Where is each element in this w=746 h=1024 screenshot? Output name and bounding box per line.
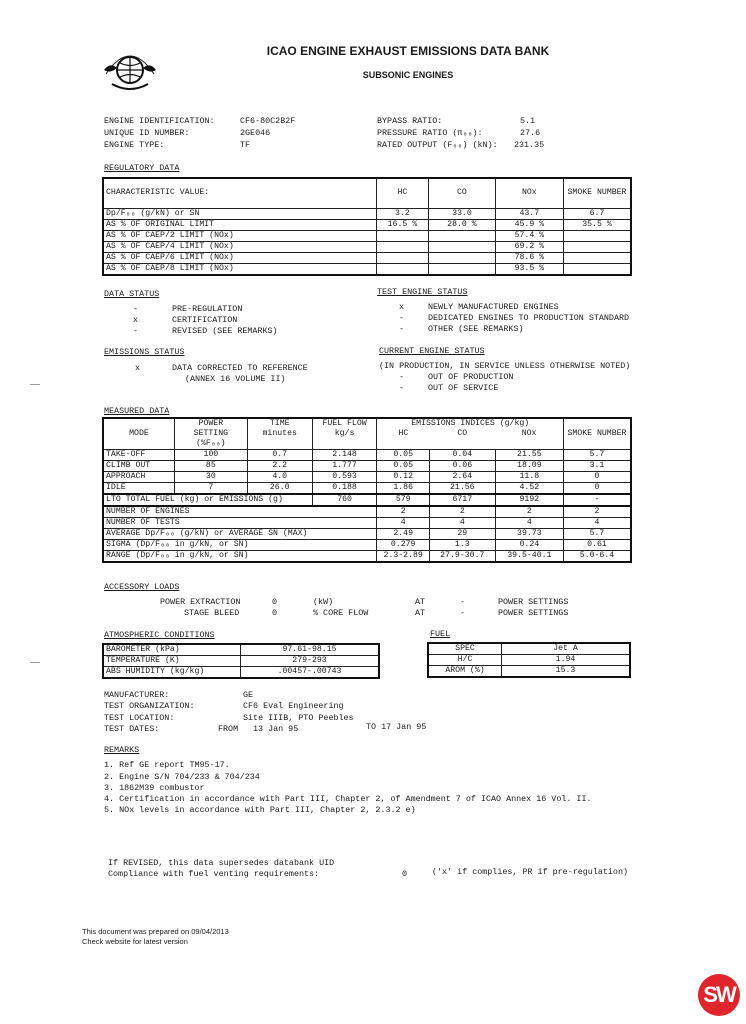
reg-cell — [564, 230, 631, 241]
stats-row — [103, 506, 631, 518]
reg-header-smoke: SMOKE NUMBER — [564, 178, 631, 208]
stats-cell: 1.3 — [429, 540, 495, 551]
mode-cell: 4.52 — [495, 483, 563, 495]
status-label: DEDICATED ENGINES TO PRODUCTION STANDARD — [428, 313, 630, 323]
measured-header-power3: (%F₀₀) — [174, 439, 247, 450]
status-mark: x — [135, 363, 141, 373]
margin-mark — [30, 662, 40, 663]
measured-header-blank — [495, 439, 563, 450]
stage-bleed-label: STAGE BLEED — [184, 608, 240, 618]
stats-cell: 27.9-30.7 — [429, 551, 495, 563]
mode-cell: APPROACH — [103, 472, 174, 483]
atmo-value: 279-293 — [241, 656, 380, 667]
fuel-label: SPEC — [428, 643, 502, 655]
atmo-label: BAROMETER (kPa) — [103, 644, 241, 656]
bypass-value: 5.1 — [520, 116, 536, 126]
fuel-row — [428, 643, 630, 655]
fuel-title: FUEL — [430, 629, 451, 639]
reg-cell — [429, 252, 495, 263]
status-label: OTHER (SEE REMARKS) — [428, 324, 524, 334]
emissions-line2: (ANNEX 16 VOLUME II) — [185, 374, 286, 384]
data-status-title: DATA STATUS — [104, 289, 160, 299]
remark-item: 2. Engine S/N 704/233 & 704/234 — [104, 772, 260, 782]
page-title: ICAO ENGINE EXHAUST EMISSIONS DATA BANK — [266, 44, 550, 58]
measured-header-blank — [312, 439, 377, 450]
status-mark: x — [399, 302, 405, 312]
measured-header-nox: NOx — [521, 429, 537, 438]
stats-label: AVERAGE Dp/F₀₀ (g/kN) or AVERAGE SN (MAX) — [103, 529, 377, 540]
atmo-label: TEMPERATURE (K) — [103, 656, 241, 667]
mode-row — [103, 483, 631, 495]
lto-hc: 579 — [377, 494, 429, 506]
status-mark: x — [133, 315, 139, 325]
current-engine-status-title: CURRENT ENGINE STATUS — [379, 346, 485, 356]
mode-cell: 26.0 — [247, 483, 312, 495]
atmo-value: .00457-.00743 — [241, 667, 380, 679]
test-location-label: TEST LOCATION: — [104, 713, 175, 723]
remarks-title: REMARKS — [104, 745, 140, 755]
measured-header-blank — [429, 439, 495, 450]
reg-cell: AS % OF CAEP/2 LIMIT (NOx) — [103, 230, 376, 241]
reg-cell: 93.5 % — [495, 263, 563, 275]
prepared-date: This document was prepared on 09/04/2013 — [82, 927, 229, 936]
reg-cell: 35.5 % — [564, 219, 631, 230]
revised-note: If REVISED, this data supersedes databank UID — [108, 858, 335, 868]
mode-cell: 30 — [174, 472, 247, 483]
mode-cell: 0.05 — [377, 450, 429, 461]
remark-item: 3. 1862M39 combustor — [104, 783, 205, 793]
reg-cell: 57.4 % — [495, 230, 563, 241]
stats-cell: 2 — [495, 506, 563, 518]
stats-cell: 0.279 — [377, 540, 429, 551]
reg-cell: 69.2 % — [495, 241, 563, 252]
engine-id-label: ENGINE IDENTIFICATION: — [104, 116, 215, 126]
reg-cell — [564, 241, 631, 252]
measured-header-time: TIME — [247, 418, 312, 429]
mode-cell: 2.64 — [429, 472, 495, 483]
status-label: OUT OF SERVICE — [428, 383, 499, 393]
atmo-row — [103, 656, 379, 667]
atmospheric-table — [102, 643, 380, 679]
measured-header-power2: SETTING — [174, 429, 247, 439]
mode-cell: 21.56 — [429, 483, 495, 495]
stage-bleed-at: AT — [415, 608, 426, 618]
reg-cell: AS % OF CAEP/6 LIMIT (NOx) — [103, 252, 376, 263]
measured-header-time2: minutes — [247, 429, 312, 439]
bypass-label: BYPASS RATIO: — [377, 116, 443, 126]
reg-cell: 33.0 — [429, 208, 495, 219]
reg-cell — [376, 241, 429, 252]
mode-cell: 0.188 — [312, 483, 377, 495]
fuel-row — [428, 666, 630, 678]
regulatory-title: REGULATORY DATA — [104, 163, 180, 173]
test-dates-from-label: FROM — [218, 724, 239, 734]
mode-cell: 0.12 — [377, 472, 429, 483]
power-extraction-setting: POWER SETTINGS — [498, 597, 569, 607]
remark-item: 1. Ref GE report TM95-17. — [104, 760, 230, 770]
mode-cell: 2.2 — [247, 461, 312, 472]
stats-cell: 2 — [429, 506, 495, 518]
stats-cell: 4 — [429, 518, 495, 529]
venting-label: Compliance with fuel venting requirements: — [108, 869, 320, 879]
atmo-row — [103, 667, 379, 679]
reg-row — [103, 263, 631, 275]
lto-fuel: 760 — [312, 494, 377, 506]
stage-bleed-value: 0 — [272, 608, 278, 618]
check-website: Check website for latest version — [82, 937, 188, 946]
test-org-label: TEST ORGANIZATION: — [104, 701, 195, 711]
power-extraction-unit: (kW) — [313, 597, 334, 607]
status-label: CERTIFICATION — [172, 315, 238, 325]
reg-cell: 45.9 % — [495, 219, 563, 230]
stats-cell: 39.73 — [495, 529, 563, 540]
mode-cell: 0.593 — [312, 472, 377, 483]
stage-bleed-setting: POWER SETTINGS — [498, 608, 569, 618]
reg-cell — [564, 263, 631, 275]
reg-cell — [376, 252, 429, 263]
remark-item: 5. NOx levels in accordance with Part III, Chapter 2, 2.3.2 e) — [104, 805, 416, 815]
stats-cell: 2 — [563, 506, 631, 518]
reg-cell — [376, 230, 429, 241]
mode-cell: CLIMB OUT — [103, 461, 174, 472]
stats-cell: 2.49 — [377, 529, 429, 540]
measured-header-ei: EMISSIONS INDICES (g/kg) — [377, 418, 564, 429]
reg-cell: 78.6 % — [495, 252, 563, 263]
mode-cell: 18.09 — [495, 461, 563, 472]
fuel-table — [427, 642, 631, 678]
status-mark: - — [133, 304, 139, 314]
reg-header-nox: NOx — [495, 178, 563, 208]
stats-label: RANGE (Dp/F₀₀ in g/kN, or SN) — [103, 551, 377, 563]
measured-header-power: POWER — [174, 418, 247, 429]
current-status-line1: (IN PRODUCTION, IN SERVICE UNLESS OTHERWISE NOTED) — [379, 361, 631, 371]
reg-header-characteristic: CHARACTERISTIC VALUE: — [103, 178, 376, 208]
mode-cell: 0.7 — [247, 450, 312, 461]
mode-cell: 100 — [174, 450, 247, 461]
measured-header-mode: MODE — [103, 418, 174, 450]
atmo-row — [103, 644, 379, 656]
fuel-label: AROM (%) — [428, 666, 502, 678]
mode-cell: 0.05 — [377, 461, 429, 472]
power-extraction-at: AT — [415, 597, 426, 607]
measured-header-co: CO — [457, 429, 468, 438]
stats-cell: 4 — [563, 518, 631, 529]
margin-mark — [30, 384, 40, 385]
status-mark: - — [399, 324, 405, 334]
manufacturer-value: GE — [243, 690, 254, 700]
rated-label: RATED OUTPUT (F₀₀) (kN): — [377, 140, 498, 150]
mode-cell: 1.86 — [377, 483, 429, 495]
atmo-value: 97.61-98.15 — [241, 644, 380, 656]
lto-nox: 9192 — [495, 494, 563, 506]
reg-cell: 16.5 % — [376, 219, 429, 230]
atmo-label: ABS HUMIDITY (kg/kg) — [103, 667, 241, 679]
test-dates-from: 13 Jan 95 — [253, 724, 299, 734]
mode-cell: 1.777 — [312, 461, 377, 472]
remark-item: 4. Certification in accordance with Part III, Chapter 2, of Amendment 7 of ICAO Annex 16 Vol. II. — [104, 794, 592, 804]
reg-cell: 6.7 — [564, 208, 631, 219]
mode-cell: 4.0 — [247, 472, 312, 483]
reg-row — [103, 230, 631, 241]
mode-row — [103, 461, 631, 472]
status-label: NEWLY MANUFACTURED ENGINES — [428, 302, 559, 312]
fuel-value: 1.94 — [502, 655, 631, 666]
power-extraction-label: POWER EXTRACTION — [160, 597, 241, 607]
stats-cell: 0.61 — [563, 540, 631, 551]
reg-cell: Dp/F₀₀ (g/kN) or SN — [103, 208, 376, 219]
stats-cell: 2.3-2.89 — [377, 551, 429, 563]
stats-cell: 4 — [377, 518, 429, 529]
test-dates-to: TO 17 Jan 95 — [366, 722, 427, 732]
stats-cell: 4 — [495, 518, 563, 529]
mode-cell: TAKE-OFF — [103, 450, 174, 461]
venting-value: 0 — [402, 869, 408, 879]
test-org-value: CF6 Eval Engineering — [243, 701, 344, 711]
status-mark: - — [399, 383, 405, 393]
status-mark: - — [399, 372, 405, 382]
stats-row — [103, 518, 631, 529]
accessory-title: ACCESSORY LOADS — [104, 582, 180, 592]
manufacturer-label: MANUFACTURER: — [104, 690, 170, 700]
mode-cell: 21.55 — [495, 450, 563, 461]
mode-row — [103, 450, 631, 461]
stats-cell: 29 — [429, 529, 495, 540]
stats-row — [103, 540, 631, 551]
stats-cell: 2 — [377, 506, 429, 518]
measured-header-fuel: FUEL FLOW — [312, 418, 377, 429]
mode-cell: 0.06 — [429, 461, 495, 472]
fuel-value: Jet A — [502, 643, 631, 655]
fuel-row — [428, 655, 630, 666]
reg-cell: 28.0 % — [429, 219, 495, 230]
mode-cell: 7 — [174, 483, 247, 495]
mode-cell: 3.1 — [563, 461, 631, 472]
status-label: REVISED (SEE REMARKS) — [172, 326, 278, 336]
power-extraction-value: 0 — [272, 597, 278, 607]
reg-cell: AS % OF ORIGINAL LIMIT — [103, 219, 376, 230]
status-label: PRE-REGULATION — [172, 304, 243, 314]
test-engine-status-title: TEST ENGINE STATUS — [377, 287, 468, 297]
mode-cell: 0 — [563, 472, 631, 483]
mode-cell: 2.148 — [312, 450, 377, 461]
mode-cell: 11.8 — [495, 472, 563, 483]
page-subtitle: SUBSONIC ENGINES — [362, 70, 454, 80]
stats-cell: 0.24 — [495, 540, 563, 551]
reg-cell — [429, 230, 495, 241]
sw-badge-icon[interactable]: SW — [698, 974, 740, 1016]
measured-header-blank — [247, 439, 312, 450]
reg-cell: 43.7 — [495, 208, 563, 219]
stats-cell: 39.5-40.1 — [495, 551, 563, 563]
mode-row — [103, 472, 631, 483]
status-mark: - — [133, 326, 139, 336]
emissions-status-title: EMISSIONS STATUS — [104, 347, 185, 357]
status-mark: - — [399, 313, 405, 323]
reg-cell — [376, 263, 429, 275]
power-extraction-dash: - — [460, 597, 466, 607]
stats-row — [103, 529, 631, 540]
stage-bleed-unit: % CORE FLOW — [313, 608, 369, 618]
venting-note: ('x' if complies, PR if pre-regulation) — [432, 867, 629, 877]
pressure-value: 27.6 — [520, 128, 541, 138]
engine-type-value: TF — [240, 140, 251, 150]
stats-cell: 5.0-6.4 — [563, 551, 631, 563]
reg-row — [103, 219, 631, 230]
reg-cell — [429, 241, 495, 252]
stats-label: SIGMA (Dp/F₀₀ in g/kN, or SN) — [103, 540, 377, 551]
reg-header-co: CO — [429, 178, 495, 208]
reg-row — [103, 208, 631, 219]
mode-cell: 85 — [174, 461, 247, 472]
uid-value: 2GE046 — [240, 128, 271, 138]
measured-header-hc: HC — [377, 429, 429, 439]
reg-cell — [429, 263, 495, 275]
mode-cell: IDLE — [103, 483, 174, 495]
mode-cell: 0 — [563, 483, 631, 495]
stats-label: NUMBER OF TESTS — [103, 518, 377, 529]
measured-header-smoke: SMOKE NUMBER — [563, 418, 631, 450]
reg-cell — [564, 252, 631, 263]
engine-id-value: CF6-80C2B2F — [240, 116, 296, 126]
pressure-label: PRESSURE RATIO (π₀₀): — [377, 128, 483, 138]
status-label: OUT OF PRODUCTION — [428, 372, 514, 382]
measured-table — [102, 417, 632, 563]
reg-cell: 3.2 — [376, 208, 429, 219]
lto-smoke: - — [563, 494, 631, 506]
reg-cell: AS % OF CAEP/4 LIMIT (NOx) — [103, 241, 376, 252]
stage-bleed-dash: - — [460, 608, 466, 618]
stats-row — [103, 551, 631, 563]
lto-label: LTO TOTAL FUEL (kg) or EMISSIONS (g) — [103, 494, 312, 506]
stats-cell: 5.7 — [563, 529, 631, 540]
mode-cell: 5.7 — [563, 450, 631, 461]
measured-header-fuel2: kg/s — [312, 429, 377, 439]
reg-row — [103, 241, 631, 252]
atmospheric-title: ATMOSPHERIC CONDITIONS — [104, 630, 215, 640]
test-dates-label: TEST DATES: — [104, 724, 160, 734]
lto-co: 6717 — [429, 494, 495, 506]
fuel-value: 15.3 — [502, 666, 631, 678]
reg-cell: AS % OF CAEP/8 LIMIT (NOx) — [103, 263, 376, 275]
measured-title: MEASURED DATA — [104, 406, 170, 416]
regulatory-table — [102, 177, 632, 276]
uid-label: UNIQUE ID NUMBER: — [104, 128, 190, 138]
fuel-label: H/C — [428, 655, 502, 666]
engine-type-label: ENGINE TYPE: — [104, 140, 165, 150]
stats-label: NUMBER OF ENGINES — [103, 506, 377, 518]
measured-header-blank — [377, 439, 429, 450]
lto-row — [103, 494, 631, 506]
mode-cell: 0.04 — [429, 450, 495, 461]
emissions-line1: DATA CORRECTED TO REFERENCE — [172, 363, 308, 373]
rated-value: 231.35 — [514, 140, 545, 150]
reg-header-hc: HC — [376, 178, 429, 208]
reg-row — [103, 252, 631, 263]
test-location-value: Site IIIB, PTO Peebles — [243, 713, 354, 723]
